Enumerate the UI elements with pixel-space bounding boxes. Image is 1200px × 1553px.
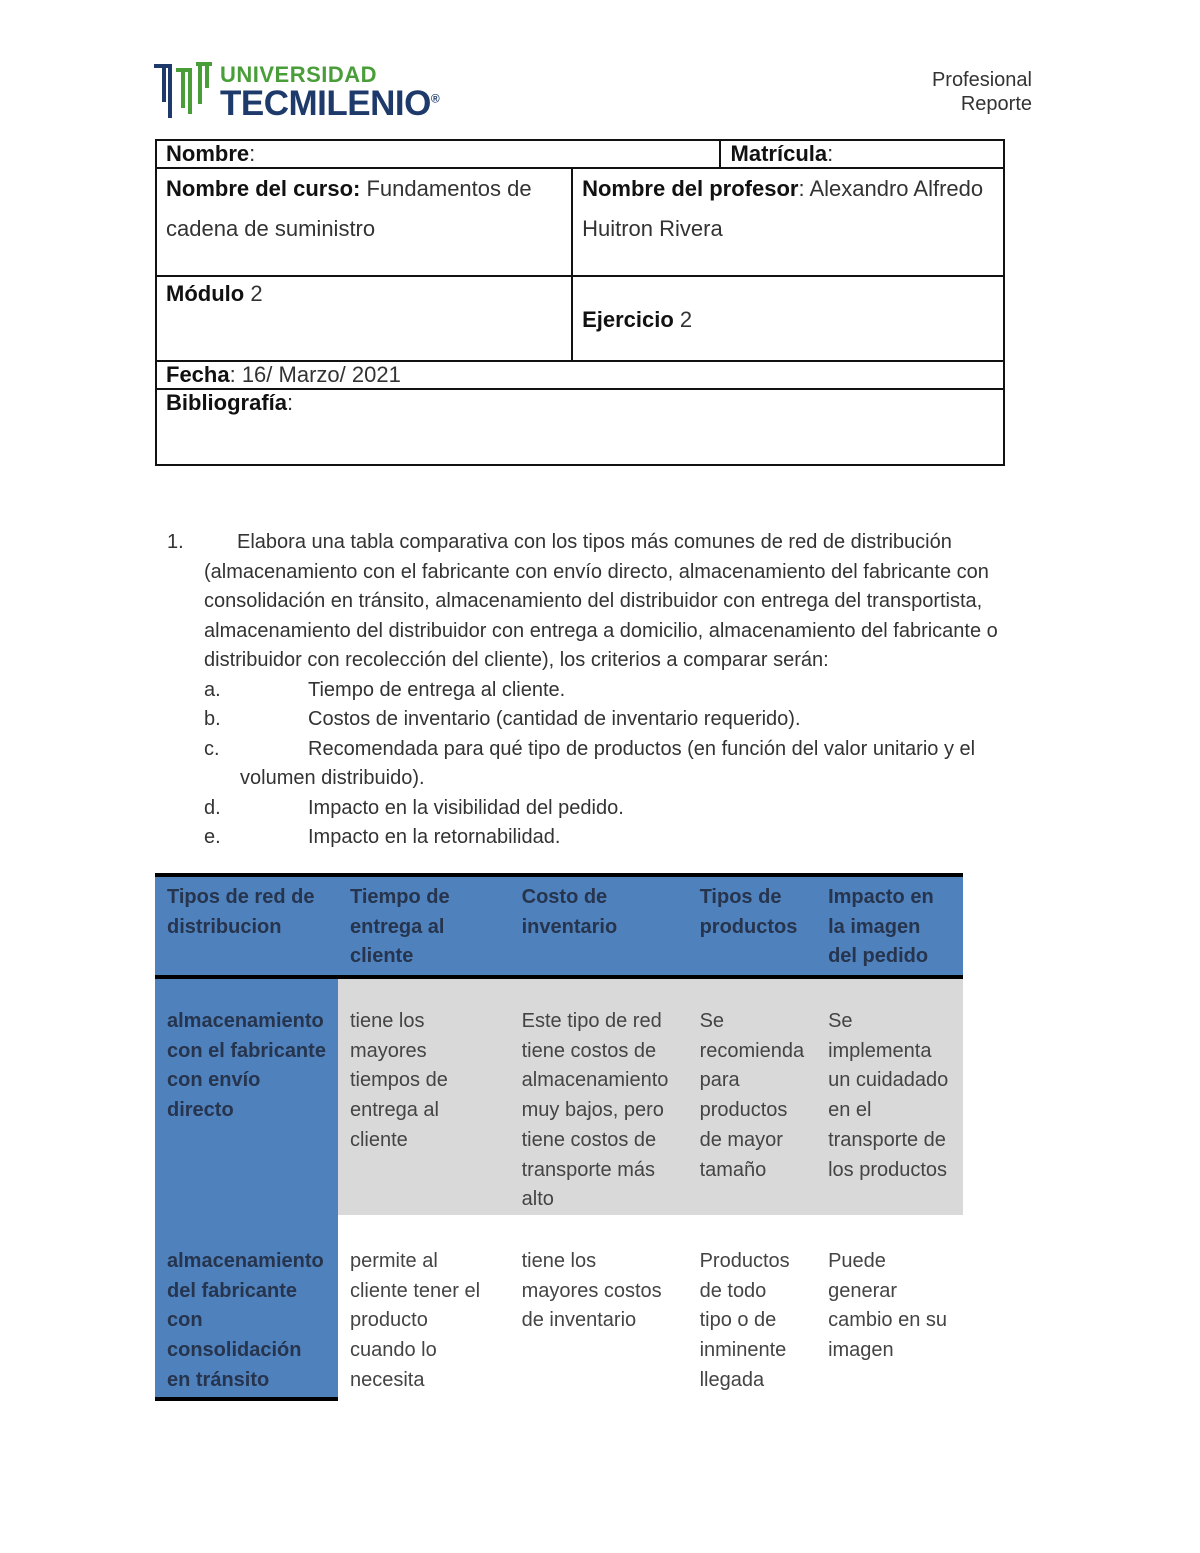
logo-line2 xyxy=(220,84,439,124)
table-cell: Puede generar cambio en su imagen xyxy=(828,1249,948,1362)
table-cell: permite al cliente tener el producto cuando lo necesita xyxy=(349,1249,481,1391)
comparison-header-row xyxy=(155,875,963,977)
table-cell: tiene los mayores tiempos de entrega al cliente xyxy=(338,977,510,1215)
row-head: almacenamiento con el fabricante con envío directo xyxy=(155,977,338,1215)
info-table xyxy=(155,139,1005,466)
header-impacto-imagen: Impacto en la imagen del pedido xyxy=(816,875,963,977)
fecha-cell: Fecha: 16/ Marzo/ 2021 xyxy=(156,361,1004,389)
nombre-cell: Nombre: xyxy=(156,140,720,168)
header-right xyxy=(932,68,1032,116)
header-tipos-productos: Tipos de productos xyxy=(688,875,817,977)
modulo-cell: Módulo 2 xyxy=(156,276,572,361)
question-text: Elabora una tabla comparativa con los tipos más comunes de red de distribución (almacenamiento con el fabricante con envío directo, almacenamiento del fabricante con consolidación en tránsito, almacenamiento del distribuidor con entrega del transportista, almacenamiento del distribuidor con entrega a domicilio, almacenamiento del fabricante o distribuidor con recolección del cliente), los criterios a comparar serán: xyxy=(204,531,998,671)
matricula-cell: Matrícula: xyxy=(720,140,1004,168)
university-logo xyxy=(150,58,440,124)
table-cell: Este tipo de red tiene costos de almacenamiento muy bajos, pero tiene costos de transporte más alto xyxy=(510,977,688,1215)
logo-line1: UNIVERSIDAD xyxy=(220,62,378,87)
comparison-table xyxy=(155,873,963,1401)
criteria-item: c. Recomendada para qué tipo de productos (en función del valor unitario y el volumen distribuido). xyxy=(204,737,976,789)
criteria-item: d. Impacto en la visibilidad del pedido. xyxy=(204,796,624,819)
table-cell: Se implementa un cuidadado en el transporte de los productos xyxy=(816,977,963,1215)
table-cell: Productos de todo tipo o de inminente llegada xyxy=(699,1249,790,1391)
profesor-cell: Nombre del profesor: Alexandro Alfredo Huitron Rivera xyxy=(572,168,1004,276)
bibliografia-cell: Bibliografía: xyxy=(156,389,1004,465)
ejercicio-cell: Ejercicio 2 xyxy=(572,276,1004,361)
tecmilenio-logo-icon xyxy=(150,58,216,124)
criteria-item: b. Costos de inventario (cantidad de inventario requerido). xyxy=(204,708,801,730)
header-tipos-red: Tipos de red de distribucion xyxy=(155,875,338,977)
table-row xyxy=(155,977,963,1215)
header-reporte: Reporte xyxy=(960,93,1032,115)
table-cell: Se recomienda para productos de mayor tamaño xyxy=(688,977,817,1215)
header-tiempo-entrega: Tiempo de entrega al cliente xyxy=(338,875,510,977)
criteria-item: a. Tiempo de entrega al cliente. xyxy=(204,678,566,701)
table-row xyxy=(155,1215,963,1399)
header-profesional: Profesional xyxy=(931,69,1032,91)
logo-line2-text: TECMILENIO xyxy=(220,84,431,123)
table-cell: tiene los mayores costos de inventario xyxy=(521,1249,662,1332)
question-number: 1. xyxy=(167,531,184,553)
registered-mark: ® xyxy=(430,91,440,106)
criteria-item: e. Impacto en la retornabilidad. xyxy=(204,826,561,848)
curso-cell: Nombre del curso: Fundamentos de cadena de suministro xyxy=(156,168,572,276)
row-head: almacenamiento del fabricante con consolidación en tránsito xyxy=(155,1215,338,1399)
question-block xyxy=(167,528,1047,853)
header-costo-inventario: Costo de inventario xyxy=(510,875,688,977)
question-main xyxy=(167,528,1047,676)
